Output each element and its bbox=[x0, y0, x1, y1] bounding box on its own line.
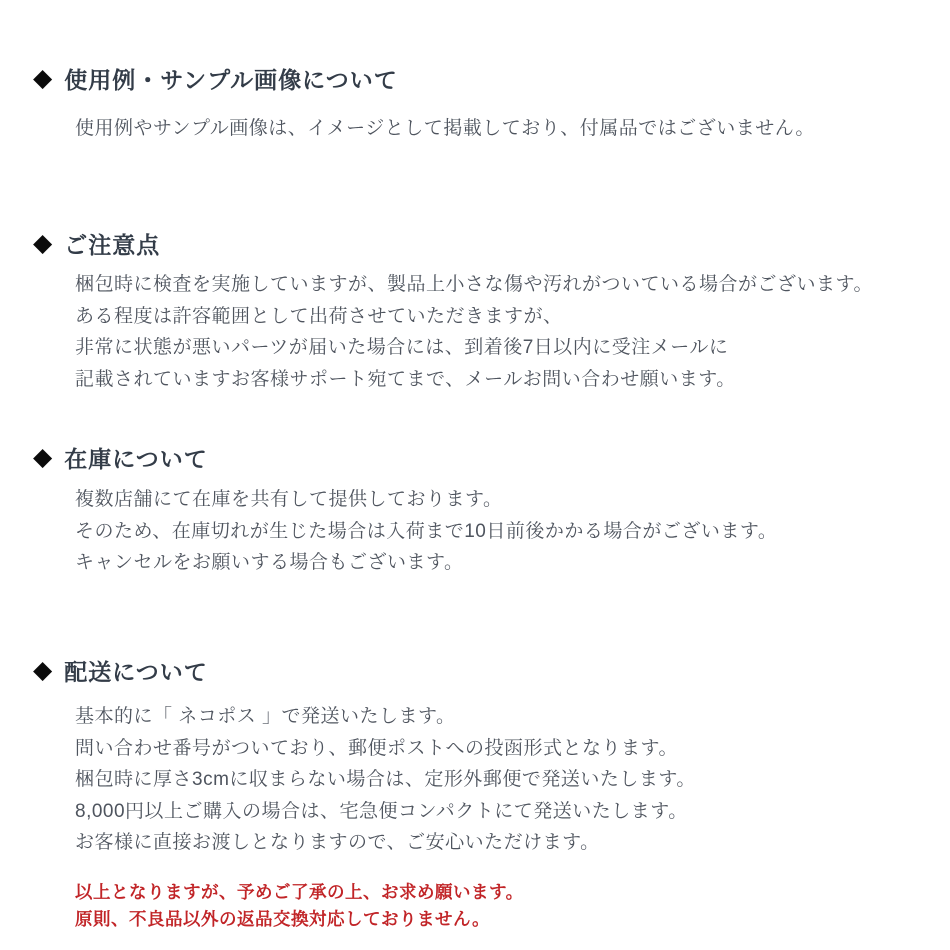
section-body bbox=[75, 113, 950, 145]
section-heading bbox=[33, 62, 950, 95]
section-body bbox=[75, 701, 950, 859]
body-line: 記載されていますお客様サポート宛てまで、メールお問い合わせ願います。 bbox=[75, 368, 736, 390]
section-sample-images bbox=[0, 62, 950, 145]
section-shipping bbox=[0, 654, 950, 859]
body-line: ある程度は許容範囲として出荷させていただきますが、 bbox=[75, 305, 563, 327]
body-line: 8,000円以上ご購入の場合は、宅急便コンパクトにて発送いたします。 bbox=[75, 800, 688, 822]
section-title: 配送について bbox=[64, 659, 208, 685]
body-line: 複数店舗にて在庫を共有して提供しております。 bbox=[75, 489, 503, 510]
body-line: 使用例やサンプル画像は、イメージとして掲載しており、付属品ではございません。 bbox=[75, 118, 815, 139]
notice-line: 原則、不良品以外の返品交換対応しておりません。 bbox=[75, 908, 491, 929]
section-stock bbox=[0, 441, 950, 579]
body-line: 梱包時に検査を実施していますが、製品上小さな傷や汚れがついている場合がございます。 bbox=[75, 274, 873, 295]
section-title: 在庫について bbox=[64, 446, 208, 472]
diamond-bullet-icon: ◆ bbox=[33, 64, 54, 92]
section-heading bbox=[33, 227, 950, 260]
body-line: 梱包時に厚さ3cmに収まらない場合は、定形外郵便で発送いたします。 bbox=[75, 769, 696, 790]
section-title: 使用例・サンプル画像について bbox=[64, 67, 398, 93]
diamond-bullet-icon: ◆ bbox=[33, 656, 54, 684]
red-notice bbox=[75, 879, 524, 932]
body-line: キャンセルをお願いする場合もございます。 bbox=[75, 552, 464, 573]
section-body bbox=[75, 269, 950, 395]
section-title: ご注意点 bbox=[64, 232, 161, 258]
section-heading bbox=[33, 441, 950, 474]
body-line: 問い合わせ番号がついており、郵便ポストへの投函形式となります。 bbox=[75, 737, 678, 759]
section-body bbox=[75, 484, 950, 579]
body-line: そのため、在庫切れが生じた場合は入荷まで10日前後かかる場合がございます。 bbox=[75, 520, 778, 542]
body-line: 非常に状態が悪いパーツが届いた場合には、到着後7日以内に受注メールに bbox=[75, 337, 729, 358]
body-line: 基本的に「 ネコポス 」で発送いたします。 bbox=[75, 706, 456, 727]
section-heading bbox=[33, 654, 950, 687]
diamond-bullet-icon: ◆ bbox=[33, 443, 54, 471]
notice-line: 以上となりますが、予めご了承の上、お求め願います。 bbox=[75, 882, 524, 902]
section-cautions bbox=[0, 227, 950, 395]
diamond-bullet-icon: ◆ bbox=[33, 229, 54, 257]
body-line: お客様に直接お渡しとなりますので、ご安心いただけます。 bbox=[75, 832, 600, 853]
